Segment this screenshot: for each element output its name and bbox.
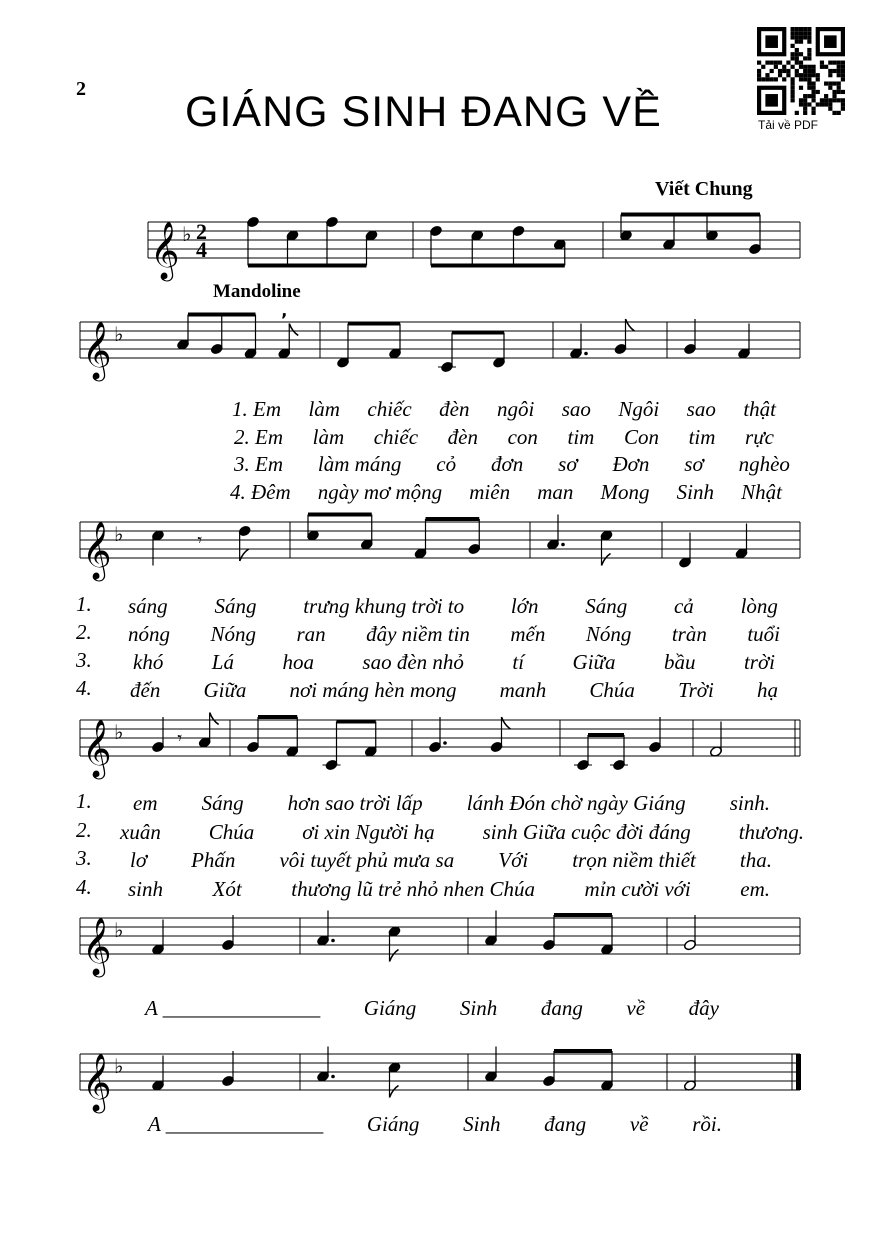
lyric-word: ngày mơ mộng: [317, 480, 443, 504]
lyric-word: lánh Đón chờ ngày Giáng: [466, 791, 686, 815]
verse-number: 1.: [76, 789, 92, 813]
lyric-word: đèn: [447, 425, 478, 449]
augmentation-dot: [331, 1075, 335, 1079]
lyric-word: Chúa: [208, 820, 255, 844]
lyric-word: đơn: [491, 452, 524, 476]
eighth-rest-icon: 𝄾: [197, 530, 203, 551]
lyric-line-verse-3: [130, 848, 772, 873]
lyric-word: Mong: [600, 480, 650, 504]
lyric-word: Giữa: [572, 650, 616, 674]
lyric-word: trưng khung trời to: [303, 594, 465, 618]
key-signature-flat-icon: ♭: [114, 720, 124, 744]
lyric-line-verse-4: [128, 877, 770, 902]
eighth-flag: [390, 1086, 399, 1098]
lyric-word: nơi máng hèn mong: [289, 678, 457, 702]
lyric-word: Sinh: [459, 996, 498, 1020]
lyric-word: Sáng: [201, 791, 244, 815]
lyric-word: Với: [498, 848, 529, 872]
lyric-word: đây: [688, 996, 719, 1020]
lyric-word: Sáng: [585, 594, 628, 618]
lyric-word: làm máng: [317, 452, 402, 476]
lyric-word: sơ: [558, 452, 578, 476]
lyric-word: trời: [743, 650, 775, 674]
verse-number: 1.: [76, 592, 92, 616]
lyric-word: hạ: [756, 678, 778, 702]
lyric-word: đây niềm tin: [366, 622, 470, 646]
treble-clef-icon: 𝄞: [82, 917, 112, 975]
lyric-word: mỉn cười với: [584, 877, 691, 901]
lyric-word: miên: [469, 480, 511, 504]
augmentation-dot: [443, 741, 447, 745]
lyric-word: Giáng: [366, 1112, 420, 1136]
lyric-word: ngôi: [496, 397, 535, 421]
lyric-word: Nóng: [210, 622, 256, 646]
page-number: 2: [76, 78, 86, 100]
lyric-word: lòng: [740, 594, 778, 618]
lyric-word: sao: [561, 397, 591, 421]
refrain-lyric-line-1: [145, 996, 719, 1021]
augmentation-dot: [331, 939, 335, 943]
verse-number: 2.: [76, 620, 92, 644]
lyric-word: Đơn: [612, 452, 650, 476]
key-signature-flat-icon: ♭: [114, 322, 124, 346]
treble-clef-icon: 𝄞: [82, 321, 112, 379]
augmentation-dot: [561, 543, 565, 547]
eighth-rest-icon: 𝄾: [177, 728, 183, 749]
verse-number: 2.: [76, 818, 92, 842]
lyric-word: sao: [686, 397, 716, 421]
lyric-word: Giữa: [203, 678, 247, 702]
lyric-word: thương.: [738, 820, 804, 844]
lyric-word: đèn: [439, 397, 470, 421]
lyric-word: hơn sao trời lấp: [287, 791, 423, 815]
lyric-word: ran: [296, 622, 326, 646]
lyric-word: em: [133, 791, 158, 815]
lyric-line-verse-1: [232, 397, 776, 422]
lyric-word: chiếc: [367, 397, 412, 421]
lyric-line-verse-3: [133, 650, 775, 675]
eighth-flag: [240, 549, 249, 561]
lyric-word: chiếc: [373, 425, 419, 449]
lyric-word: tí: [512, 650, 525, 674]
verse-number: 4.: [76, 676, 92, 700]
time-signature-top: 2: [196, 219, 207, 244]
song-title: GIÁNG SINH ĐANG VỀ: [185, 88, 662, 136]
lyric-word: về: [629, 1112, 649, 1136]
lyric-word: tha.: [739, 848, 772, 872]
lyric-word: Xót: [212, 877, 242, 901]
eighth-flag: [502, 717, 511, 729]
lyric-word: lớn: [510, 594, 539, 618]
key-signature-flat-icon: ♭: [182, 222, 192, 246]
lyric-word: Sinh: [676, 480, 714, 504]
lyric-word: sinh.: [729, 791, 770, 815]
lyric-word: hoa: [282, 650, 314, 674]
lyric-word: Trời: [678, 678, 714, 702]
lyric-word: thương lũ trẻ nhỏ nhen Chúa: [291, 877, 535, 901]
lyric-word: tim: [567, 425, 595, 449]
lyric-word: 3. Em: [234, 452, 283, 476]
lyric-word: lơ: [130, 848, 148, 872]
eighth-flag: [626, 319, 635, 331]
lyric-word: sinh Giữa cuộc đời đáng: [482, 820, 691, 844]
lyric-word: manh: [499, 678, 547, 702]
verse-number: 4.: [76, 875, 92, 899]
key-signature-flat-icon: ♭: [114, 918, 124, 942]
lyric-word: Sáng: [214, 594, 257, 618]
lyric-word: sinh: [128, 877, 164, 901]
lyric-word: rồi.: [692, 1112, 722, 1136]
eighth-flag: [289, 324, 298, 336]
lyric-word: Giáng: [363, 996, 417, 1020]
lyric-word: sao đèn nhỏ: [362, 650, 464, 674]
lyric-line-verse-2: [128, 622, 780, 647]
lyric-word: trọn niềm thiết: [572, 848, 696, 872]
lyric-word: tuổi: [747, 622, 780, 646]
lyric-word: Nóng: [585, 622, 632, 646]
lyric-word: mến: [510, 622, 546, 646]
lyric-line-verse-1: [128, 594, 778, 619]
lyric-word: đang: [544, 1112, 587, 1136]
eighth-flag: [602, 554, 611, 566]
lyric-word: nóng: [128, 622, 170, 646]
lyric-word: đến: [130, 678, 161, 702]
lyric-word: A _______________: [145, 996, 321, 1020]
lyric-line-verse-2: [120, 820, 804, 845]
treble-clef-icon: 𝄞: [82, 1053, 112, 1111]
lyric-word: em.: [740, 877, 770, 901]
lyric-line-verse-2: [234, 425, 774, 450]
lyric-word: Con: [623, 425, 659, 449]
time-signature-bottom: 4: [196, 237, 207, 262]
download-pdf-link[interactable]: Tải về PDF: [758, 118, 819, 132]
lyric-line-verse-4: [130, 678, 778, 703]
treble-clef-icon: 𝄞: [150, 221, 180, 279]
verse-number: 3.: [76, 846, 92, 870]
lyric-word: rực: [745, 425, 774, 449]
lyric-word: thật: [743, 397, 776, 421]
lyric-word: bầu: [663, 650, 696, 674]
lyric-word: Nhật: [741, 480, 782, 504]
lyric-word: sơ: [684, 452, 704, 476]
lyric-word: vôi tuyết phủ mưa sa: [279, 848, 455, 872]
treble-clef-icon: 𝄞: [82, 719, 112, 777]
lyric-word: tim: [688, 425, 716, 449]
lyric-word: man: [537, 480, 574, 504]
lyric-word: ơi xin Người hạ: [302, 820, 435, 844]
eighth-flag: [390, 950, 399, 962]
key-signature-flat-icon: ♭: [114, 522, 124, 546]
lyric-word: 2. Em: [234, 425, 283, 449]
lyric-line-verse-4: [230, 480, 782, 505]
composer-name: Viết Chung: [655, 178, 753, 200]
lyric-word: Sinh: [463, 1112, 501, 1136]
lyric-word: Lá: [211, 650, 234, 674]
final-barline: [796, 1054, 801, 1090]
lyric-word: Ngôi: [618, 397, 660, 421]
instrument-label: Mandoline: [213, 281, 301, 302]
key-signature-flat-icon: ♭: [114, 1054, 124, 1078]
refrain-lyric-line-2: [148, 1112, 722, 1137]
lyric-word: tràn: [671, 622, 707, 646]
lyric-word: về: [626, 996, 646, 1020]
eighth-flag: [210, 713, 219, 725]
lyric-word: khó: [133, 650, 164, 674]
lyric-word: xuân: [120, 820, 161, 844]
lyric-word: Phấn: [191, 848, 236, 872]
lyric-line-verse-3: [234, 452, 790, 477]
lyric-word: 1. Em: [232, 397, 281, 421]
lyric-word: 4. Đêm: [230, 480, 291, 504]
breath-mark-icon: ,: [281, 301, 288, 320]
lyric-word: cả: [673, 594, 694, 618]
lyric-word: A _______________: [148, 1112, 324, 1136]
verse-number: 3.: [76, 648, 92, 672]
lyric-word: đang: [540, 996, 583, 1020]
lyric-line-verse-1: [133, 791, 770, 816]
augmentation-dot: [584, 352, 588, 356]
lyric-word: làm: [308, 397, 340, 421]
treble-clef-icon: 𝄞: [82, 521, 112, 579]
lyric-word: nghèo: [738, 452, 790, 476]
lyric-word: Chúa: [589, 678, 635, 702]
lyric-word: sáng: [128, 594, 168, 618]
lyric-word: con: [507, 425, 538, 449]
lyric-word: làm: [312, 425, 345, 449]
lyric-word: cỏ: [436, 452, 457, 476]
